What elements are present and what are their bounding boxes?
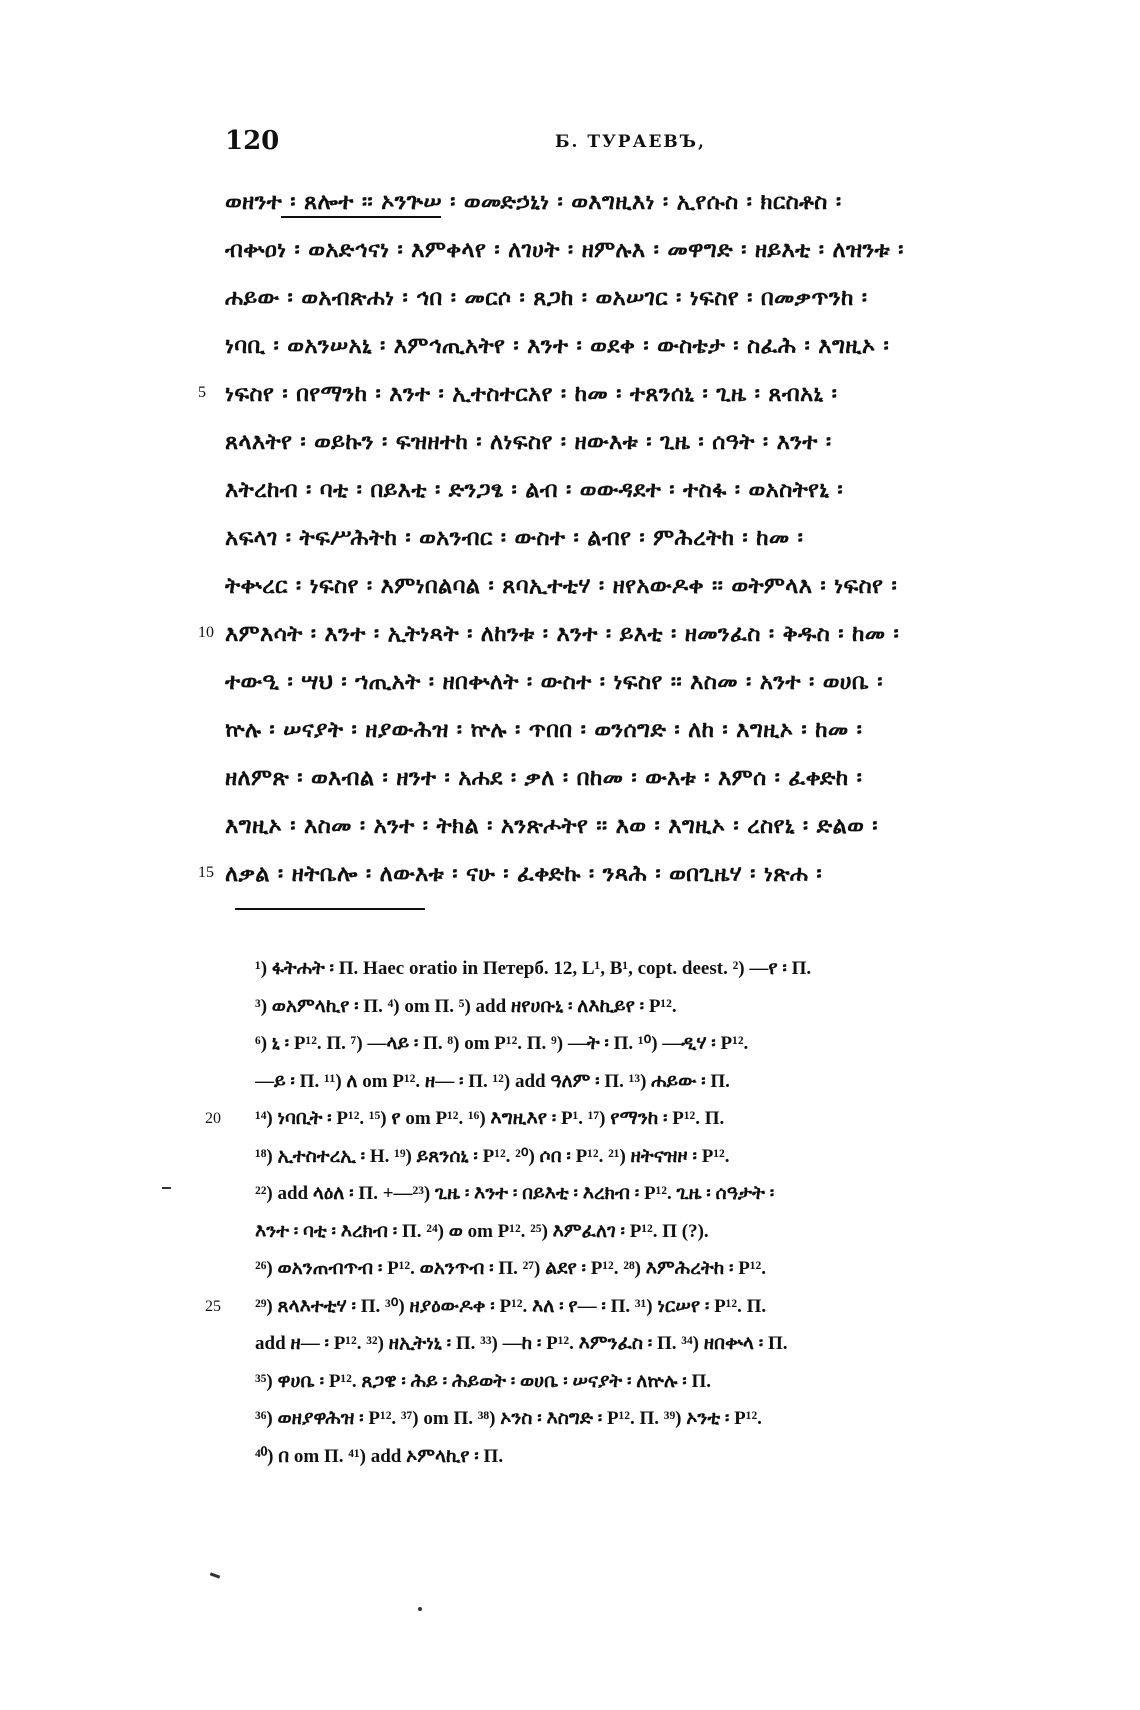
running-head: Б. ТУРАЕВЪ, (555, 132, 706, 152)
line-text: ዘለምጽ ፡ ወእብል ፡ ዘንተ ፡ አሐደ ፡ ቃለ ፡ በከመ ፡ ውእቱ ፡ እምሰ ፡ ፈቀድከ ፡ (225, 765, 863, 791)
footnote-text: እንተ ፡ ባቲ ፡ እረክብ ፡ П. ²⁴) ወ om P¹². ²⁵) እምፈለገ ፡ P¹². П (?). (255, 1220, 709, 1242)
line-number: 20 (205, 1110, 221, 1127)
text-line (225, 754, 1005, 802)
footnote-line (255, 1438, 1015, 1476)
footnote-text: ¹) ፋትሐት ፡ П. Haec oratio in Петерб. 12, L¹, B¹, copt. deest. ²) —የ ፡ П. (255, 958, 812, 979)
footnote-line (255, 1213, 1015, 1251)
line-text: ብቍዐነ ፡ ወአድኅናነ ፡ እምቀላየ ፡ ለገሀት ፡ ዘምሉእ ፡ መዋግድ ፡ ዘይእቲ ፡ ለዝንቱ ፡ (225, 237, 904, 263)
footnote-line (255, 1363, 1015, 1401)
footnote-line (205, 1100, 1015, 1138)
footnote-line (255, 1400, 1015, 1438)
line-text: ኵሉ ፡ ሠናያት ፡ ዘያውሕዝ ፡ ኵሉ ፡ ጥበበ ፡ ወንሰግድ ፡ ለከ ፡ እግዚኦ ፡ ከመ ፡ (225, 717, 863, 743)
main-text (198, 178, 1005, 898)
text-line (225, 706, 1005, 754)
footnote-rule (235, 908, 425, 910)
footnote-text: ¹⁸) ኢተስተረኢ ፡ Н. ¹⁹) ይጸንሰኒ ፡ P¹². ²⁰) ሶበ ፡ P¹². ²¹) ዘትናዝዞ ፡ P¹². (255, 1145, 730, 1167)
line-text: እትረከብ ፡ ባቲ ፡ በይእቲ ፡ ድንጋፄ ፡ ልብ ፡ ወውዳደተ ፡ ተስፋ ፡ ወአስትየኒ ፡ (225, 477, 844, 503)
text-line (225, 418, 1005, 466)
line-number: 25 (205, 1297, 221, 1315)
text-line (225, 178, 1005, 226)
line-number: 15 (198, 864, 214, 881)
footnote-text: ²⁶) ወአንጠብጥብ ፡ P¹². ወአንጥብ ፡ П. ²⁷) ልደየ ፡ P¹². ²⁸) እምሕረትከ ፡ P¹². (255, 1258, 766, 1279)
footnote-line (255, 1025, 1015, 1063)
footnote-text: ¹⁴) ነባቢት ፡ P¹². ¹⁵) የ om P¹². ¹⁶) እግዚእየ ፡ P¹. ¹⁷) የማንከ ፡ P¹². П. (255, 1108, 725, 1129)
line-text: ነባቢ ፡ ወአንሠአኒ ፡ እምኅጢአትየ ፡ እንተ ፡ ወደቀ ፡ ውስቴታ ፡ ስፈሕ ፡ እግዚኦ ፡ (225, 333, 890, 359)
footnote-line (255, 950, 1015, 988)
footnote-text: ³⁵) ዋሀቤ ፡ P¹². ጸጋዌ ፡ ሕይ ፡ ሕይወት ፡ ወሀቤ ፡ ሠናያት ፡ ለኵሉ ፡ П. (255, 1370, 711, 1392)
footnote-line (205, 1288, 1015, 1326)
line-text: ነፍስየ ፡ በየማንከ ፡ እንተ ፡ ኢተስተርአየ ፡ ከመ ፡ ተጸንሰኒ ፡ ጊዜ ፡ ጸብአኒ ፡ (225, 381, 838, 407)
footnote-text: ⁴⁰) በ om П. ⁴¹) add ኦምላኪየ ፡ П. (255, 1445, 504, 1467)
line-text: ለቃል ፡ ዘትቤሎ ፡ ለውእቱ ፡ ናሁ ፡ ፈቀድኩ ፡ ንጻሕ ፡ ወበጊዜሃ ፡ ነጽሐ ፡ (225, 861, 823, 887)
footnote-text: ²²) add ላዕለ ፡ П. +—²³) ጊዜ ፡ እንተ ፡ በይእቲ ፡ እረክብ ፡ P¹². ጊዜ ፡ ሰዓታት ፡ (255, 1183, 775, 1204)
page-header (225, 126, 1005, 166)
line-text: እምእሳት ፡ እንተ ፡ ኢትነጻት ፡ ለከንቱ ፡ እንተ ፡ ይእቲ ፡ ዘመንፈስ ፡ ቅዱስ ፡ ከመ ፡ (225, 621, 900, 647)
footnote-text: ³) ወአምላኪየ ፡ П. ⁴) om П. ⁵) add ዘየሀቡኒ ፡ ለእኪይየ ፡ P¹². (255, 995, 677, 1017)
text-line (225, 562, 1005, 610)
footnotes (205, 950, 1015, 1475)
line-text: ትቍረር ፡ ነፍስየ ፡ እምነበልባል ፡ ጸባኢተቲሃ ፡ ዘየአውዶቀ ፡፡ ወትምላእ ፡ ነፍስየ ፡ (225, 573, 898, 599)
text-line (225, 658, 1005, 706)
footnote-line (255, 1175, 1015, 1213)
footnote-line (255, 1063, 1015, 1101)
footnote-line (255, 1325, 1015, 1363)
text-line (225, 274, 1005, 322)
stray-mark (210, 1572, 220, 1578)
footnote-text: ⁶) ኒ ፡ P¹². П. ⁷) —ላይ ፡ П. ⁸) om P¹². П. ⁹) —ት ፡ П. ¹⁰) —ዲሃ ፡ P¹². (255, 1033, 749, 1054)
footnote-line (255, 988, 1015, 1026)
margin-mark (162, 1187, 171, 1189)
line-text: ጸላእትየ ፡ ወይኩን ፡ ፍዝዘተከ ፡ ለነፍስየ ፡ ዘውእቱ ፡ ጊዜ ፡ ሰዓት ፡ እንተ ፡ (225, 429, 832, 455)
footnote-line (255, 1250, 1015, 1288)
text-line (225, 802, 1005, 850)
footnote-text: —ይ ፡ П. ¹¹) ለ om P¹². ዘ— ፡ П. ¹²) add ዓለም ፡ П. ¹³) ሐይው ፡ П. (255, 1070, 730, 1092)
text-line (198, 850, 1005, 898)
line-text: ተውዒ ፡ ሣህ ፡ ኀጢአት ፡ ዘበቍለት ፡ ውስተ ፡ ነፍስየ ፡፡ እስመ ፡ አንተ ፡ ወሀቤ ፡ (225, 669, 883, 695)
text-line (225, 466, 1005, 514)
line-text: ሐይው ፡ ወአብጽሐነ ፡ ኅበ ፡ መርሶ ፡ ጸጋከ ፡ ወአሠገር ፡ ነፍስየ ፡ በመቃጥንከ ፡ (225, 285, 868, 311)
page-number: 120 (225, 126, 280, 156)
line-text: እግዚኦ ፡ እስመ ፡ አንተ ፡ ትክል ፡ አንጽሖትየ ፡፡ እወ ፡ እግዚኦ ፡ ረስየኒ ፡ ድልወ ፡ (225, 813, 878, 839)
stray-dot (418, 1607, 422, 1611)
footnote-text: ²⁹) ጸላእተቲሃ ፡ П. ³⁰) ዘያዕውዶቀ ፡ P¹². እለ ፡ የ— ፡ П. ³¹) ነርሠየ ፡ P¹². П. (255, 1295, 767, 1317)
line-number: 10 (198, 624, 214, 641)
text-line (198, 610, 1005, 658)
line-number: 5 (198, 384, 206, 401)
footnote-text: ³⁶) ወዘያዋሕዝ ፡ P¹². ³⁷) om П. ³⁸) ኦንስ ፡ እስግድ ፡ P¹². П. ³⁹) ኦንቲ ፡ P¹². (255, 1408, 762, 1429)
text-line (198, 370, 1005, 418)
text-line (225, 226, 1005, 274)
footnote-line (255, 1138, 1015, 1176)
text-line (225, 322, 1005, 370)
line-text: ወዘንተ ፡ ጸሎተ ፡፡ ኦንጕሠ ፡ ወመድኃኒነ ፡ ወእግዚእነ ፡ ኢየሱስ ፡ ክርስቶስ ፡ (225, 189, 842, 215)
text-line (225, 514, 1005, 562)
line-text: አፍላገ ፡ ትፍሥሕትከ ፡ ወአንብር ፡ ውስተ ፡ ልብየ ፡ ምሕረትከ ፡ ከመ ፡ (225, 525, 804, 551)
footnote-text: add ዘ— ፡ P¹². ³²) ዘኢትነኒ ፡ П. ³³) —ከ ፡ P¹². እምንፈስ ፡ П. ³⁴) ዘበቍላ ፡ П. (255, 1333, 788, 1354)
